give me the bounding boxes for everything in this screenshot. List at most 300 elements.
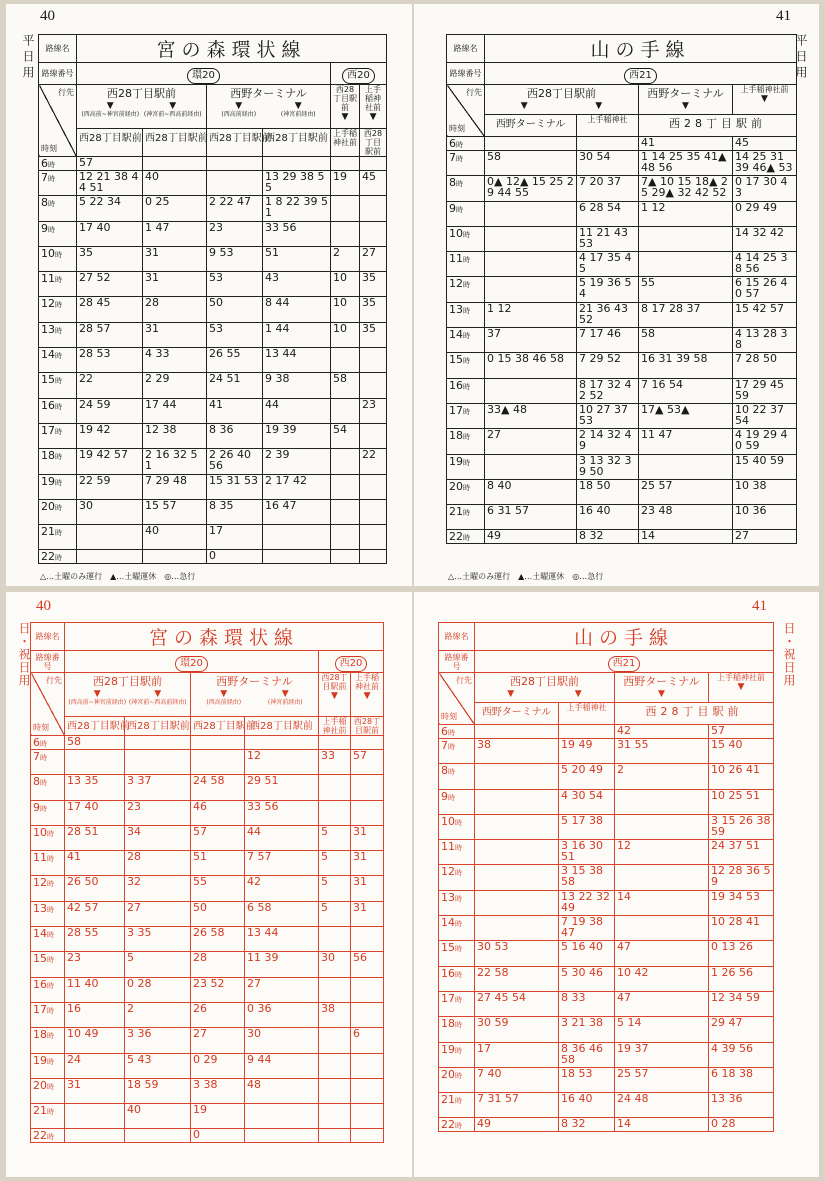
departure-minutes: 31 — [143, 322, 207, 347]
sub-destination: 西28丁目駅前 — [615, 703, 774, 725]
hour-suffix: 時 — [40, 804, 47, 813]
down-arrow-icon: ▼ — [169, 101, 177, 111]
departure-minutes: 17 — [475, 1042, 559, 1067]
departure-minutes — [331, 499, 360, 524]
departure-minutes — [615, 865, 709, 890]
departure-minutes: 45 — [360, 171, 387, 196]
departure-minutes: 1 44 — [263, 322, 331, 347]
hour-cell — [39, 272, 77, 297]
departure-minutes — [485, 137, 577, 151]
hour-cell — [439, 1042, 475, 1067]
departure-minutes: 3 35 — [125, 927, 191, 952]
hour-suffix: 時 — [455, 1021, 462, 1030]
departure-minutes: 24 — [65, 1053, 125, 1078]
route-name-label: 路線名 — [39, 35, 77, 63]
hour-number: 11 — [33, 851, 47, 865]
departure-minutes: 1 12 — [485, 302, 577, 327]
departure-minutes: 10 — [331, 297, 360, 322]
hour-number: 7 — [449, 151, 456, 164]
departure-minutes: 30 — [319, 952, 351, 977]
departure-minutes: 49 — [475, 1118, 559, 1132]
hour-number: 13 — [441, 890, 455, 904]
hour-number: 6 — [33, 736, 40, 749]
hour-cell — [447, 137, 485, 151]
hour-cell — [39, 525, 77, 550]
departure-minutes — [485, 252, 577, 277]
departure-minutes — [143, 550, 207, 564]
hour-suffix: 時 — [40, 779, 47, 788]
departure-minutes: 35 — [77, 246, 143, 271]
departure-minutes: 27 45 54 — [475, 991, 559, 1016]
departure-minutes: 9 44 — [245, 1053, 319, 1078]
departure-minutes: 23 48 — [639, 505, 733, 530]
hour-row — [447, 328, 797, 353]
hour-number: 7 — [41, 171, 48, 184]
destination-name: 西28丁目駅前 — [510, 675, 579, 688]
hour-suffix: 時 — [55, 427, 62, 436]
down-arrow-icon: ▼ — [507, 689, 515, 699]
departure-minutes: 40 — [143, 171, 207, 196]
hour-number: 16 — [33, 977, 47, 991]
departure-minutes: 1 26 56 — [709, 966, 774, 991]
hour-suffix: 時 — [463, 433, 470, 442]
departure-minutes: 0 25 — [143, 196, 207, 221]
departure-minutes: 10 49 — [65, 1028, 125, 1053]
hour-number: 6 — [41, 157, 48, 170]
departure-minutes: 30 54 — [577, 151, 639, 176]
departure-minutes — [207, 171, 263, 196]
route-title: 山の手線 — [475, 623, 774, 651]
departure-minutes: 22 — [77, 373, 143, 398]
departure-minutes: 0 — [207, 550, 263, 564]
hour-row — [39, 449, 387, 474]
hour-number: 22 — [33, 1129, 47, 1143]
departure-minutes: 2 — [331, 246, 360, 271]
destination-name: 西28丁目駅前 — [107, 87, 176, 100]
down-arrow-icon: ▼ — [294, 101, 302, 111]
departure-minutes — [351, 927, 384, 952]
destination-name: 西野ターミナル — [216, 675, 293, 688]
via-note: (西高前~神宮前経由) — [68, 699, 127, 706]
departure-minutes: 13 36 — [709, 1093, 774, 1118]
hour-suffix: 時 — [463, 534, 470, 543]
departure-minutes: 19 — [191, 1104, 245, 1129]
hour-row — [31, 901, 384, 926]
hour-row — [39, 348, 387, 373]
departure-minutes: 11 40 — [65, 977, 125, 1002]
departure-minutes — [331, 474, 360, 499]
hour-row — [439, 814, 774, 839]
sub-destination: 西28丁目駅前 — [639, 115, 797, 137]
hour-row — [39, 474, 387, 499]
departure-minutes: 6 28 54 — [577, 201, 639, 226]
departure-minutes: 7 40 — [475, 1067, 559, 1092]
hour-row — [31, 952, 384, 977]
hour-suffix: 時 — [455, 920, 462, 929]
departure-minutes — [143, 157, 207, 171]
departure-minutes: 9 38 — [263, 373, 331, 398]
hour-suffix: 時 — [456, 180, 463, 189]
hour-number: 14 — [441, 916, 455, 930]
page-number: 40 — [36, 598, 51, 614]
hour-row — [31, 825, 384, 850]
hour-suffix: 時 — [47, 1133, 54, 1142]
departure-minutes: 53 — [207, 272, 263, 297]
hour-row — [31, 1053, 384, 1078]
hour-cell — [39, 398, 77, 423]
hour-suffix: 時 — [55, 554, 62, 563]
hour-number: 21 — [33, 1104, 47, 1118]
departure-minutes: 19 42 — [77, 423, 143, 448]
departure-minutes: 28 55 — [65, 927, 125, 952]
hour-row — [447, 403, 797, 428]
departure-minutes — [125, 736, 191, 750]
departure-minutes — [360, 221, 387, 246]
departure-minutes: 7 28 50 — [733, 353, 797, 378]
departure-minutes: 1 12 — [639, 201, 733, 226]
departure-minutes: 0 17 30 43 — [733, 176, 797, 201]
departure-minutes: 37 — [485, 328, 577, 353]
hour-cell — [447, 505, 485, 530]
hour-number: 9 — [449, 201, 456, 215]
departure-minutes: 29 51 — [245, 775, 319, 800]
hour-row — [31, 876, 384, 901]
departure-minutes: 31 — [351, 825, 384, 850]
hour-number: 13 — [41, 322, 55, 336]
hour-number: 11 — [449, 252, 463, 266]
hour-cell — [447, 277, 485, 302]
down-arrow-icon: ▼ — [595, 101, 603, 111]
route-name-label: 路線名 — [447, 35, 485, 63]
hour-cell — [439, 764, 475, 789]
route-number-label: 路線番号 — [439, 651, 475, 673]
route-code-badge: 西20 — [342, 68, 375, 84]
hour-suffix: 時 — [463, 256, 470, 265]
departure-minutes: 23 — [207, 221, 263, 246]
departure-minutes — [559, 725, 615, 739]
departure-minutes — [360, 525, 387, 550]
direction-time-header — [31, 673, 65, 736]
hour-suffix: 時 — [448, 743, 455, 751]
hour-cell — [447, 429, 485, 454]
departure-minutes: 33 56 — [263, 221, 331, 246]
departure-minutes — [485, 277, 577, 302]
hour-suffix: 時 — [455, 1097, 462, 1106]
departure-minutes: 5 17 38 — [559, 814, 615, 839]
hour-cell — [439, 991, 475, 1016]
departure-minutes: 32 — [125, 876, 191, 901]
departure-minutes: 41 — [65, 851, 125, 876]
departure-minutes: 29 47 — [709, 1017, 774, 1042]
hour-suffix: 時 — [55, 301, 62, 310]
hour-row — [39, 171, 387, 196]
hour-cell — [447, 479, 485, 504]
departure-minutes: 14 32 42 — [733, 226, 797, 251]
departure-minutes — [615, 916, 709, 941]
hour-row — [447, 454, 797, 479]
hour-number: 20 — [441, 1067, 455, 1081]
route-number-label: 路線番号 — [31, 651, 65, 673]
down-arrow-icon: ▼ — [363, 691, 371, 701]
departure-minutes: 6 31 57 — [485, 505, 577, 530]
departure-minutes — [65, 1104, 125, 1129]
departure-minutes — [360, 474, 387, 499]
departure-minutes: 6 18 38 — [709, 1067, 774, 1092]
hour-number: 16 — [41, 398, 55, 412]
hour-cell — [439, 1017, 475, 1042]
hour-row — [439, 916, 774, 941]
hour-row — [447, 226, 797, 251]
sub-destination: 西28丁目駅前 — [207, 129, 263, 157]
departure-minutes — [475, 725, 559, 739]
departure-minutes — [331, 449, 360, 474]
hour-row — [439, 890, 774, 915]
departure-minutes — [485, 201, 577, 226]
departure-minutes — [245, 1104, 319, 1129]
hour-suffix: 時 — [47, 905, 54, 914]
departure-minutes — [485, 226, 577, 251]
hour-number: 12 — [33, 876, 47, 890]
hour-suffix: 時 — [455, 945, 462, 954]
departure-minutes: 47 — [615, 991, 709, 1016]
hour-number: 15 — [449, 353, 463, 367]
departure-minutes: 18 53 — [559, 1067, 615, 1092]
departure-minutes: 7▲ 10 15 18▲ 25 29▲ 32 42 52 — [639, 176, 733, 201]
hour-cell — [439, 739, 475, 764]
departure-minutes: 12 — [615, 840, 709, 865]
route-code-badge: 西21 — [624, 68, 657, 84]
hour-cell — [439, 1067, 475, 1092]
hour-suffix: 時 — [455, 844, 462, 853]
departure-minutes: 10 26 41 — [709, 764, 774, 789]
hour-cell — [31, 1078, 65, 1103]
time-label: 時刻 — [449, 124, 465, 133]
departure-minutes — [351, 1129, 384, 1143]
hour-row — [439, 991, 774, 1016]
hour-suffix: 時 — [463, 332, 470, 341]
direction-time-header — [439, 673, 475, 725]
hour-number: 12 — [41, 297, 55, 311]
via-note: (神宮前経由) — [280, 111, 316, 118]
departure-minutes: 3 15 26 38 59 — [709, 814, 774, 839]
hour-suffix: 時 — [55, 529, 62, 538]
departure-minutes: 35 — [360, 272, 387, 297]
departure-minutes — [331, 157, 360, 171]
hour-suffix: 時 — [47, 1032, 54, 1041]
hour-number: 14 — [33, 927, 47, 941]
sub-destination: 上手稲神社 — [559, 703, 615, 725]
day-type-label: 平日用 — [21, 34, 35, 82]
hour-cell — [447, 353, 485, 378]
departure-minutes — [125, 1129, 191, 1143]
departure-minutes: 8 36 — [207, 423, 263, 448]
departure-minutes: 48 — [245, 1078, 319, 1103]
departure-minutes: 7 19 38 47 — [559, 916, 615, 941]
hour-row — [31, 927, 384, 952]
departure-minutes: 4 13 28 38 — [733, 328, 797, 353]
hour-row — [39, 246, 387, 271]
departure-minutes: 56 — [351, 952, 384, 977]
destination-label: 行先 — [46, 676, 62, 685]
hour-row — [447, 176, 797, 201]
hour-number: 16 — [449, 378, 463, 392]
departure-minutes: 23 — [125, 800, 191, 825]
hour-number: 17 — [449, 403, 463, 417]
departure-minutes — [615, 789, 709, 814]
departure-minutes: 8 36 46 58 — [559, 1042, 615, 1067]
departure-minutes — [351, 1104, 384, 1129]
hour-row — [39, 398, 387, 423]
departure-minutes: 41 — [207, 398, 263, 423]
departure-minutes — [351, 1002, 384, 1027]
down-arrow-icon: ▼ — [331, 691, 338, 701]
departure-minutes: 10 25 51 — [709, 789, 774, 814]
timetable — [438, 622, 774, 1132]
departure-minutes: 3 36 — [125, 1028, 191, 1053]
hour-suffix: 時 — [455, 995, 462, 1004]
timetable — [30, 622, 384, 1143]
sub-destination: 上手稲神社前 — [319, 717, 351, 736]
departure-minutes: 10 42 — [615, 966, 709, 991]
departure-minutes: 4 19 29 40 59 — [733, 429, 797, 454]
departure-minutes: 9 53 — [207, 246, 263, 271]
weekday-left-page — [6, 4, 412, 586]
hour-suffix: 時 — [55, 453, 62, 462]
down-arrow-icon: ▼ — [281, 689, 289, 699]
hour-row — [31, 1104, 384, 1129]
departure-minutes — [360, 157, 387, 171]
down-arrow-icon: ▼ — [520, 101, 528, 111]
hour-row — [39, 297, 387, 322]
time-label: 時刻 — [41, 144, 57, 153]
hour-cell — [39, 373, 77, 398]
departure-minutes — [191, 750, 245, 775]
via-note: (西高前経由) — [221, 111, 257, 118]
timetable — [38, 34, 387, 564]
via-note: (神宮前~西高前経由) — [128, 699, 187, 706]
departure-minutes: 27 — [125, 901, 191, 926]
sub-destination: 西28丁目駅前 — [360, 129, 387, 157]
departure-minutes — [360, 196, 387, 221]
departure-minutes: 55 — [639, 277, 733, 302]
departure-minutes: 24 48 — [615, 1093, 709, 1118]
departure-minutes: 13 22 32 49 — [559, 890, 615, 915]
hour-row — [39, 423, 387, 448]
hour-row — [439, 840, 774, 865]
destination-name: 上手稲神社前 — [740, 85, 789, 94]
departure-minutes: 18 59 — [125, 1078, 191, 1103]
hour-suffix: 時 — [463, 407, 470, 416]
hour-suffix: 時 — [463, 281, 470, 290]
hour-row — [439, 1042, 774, 1067]
hour-row — [31, 1028, 384, 1053]
hour-number: 16 — [441, 966, 455, 980]
hour-number: 7 — [33, 750, 40, 763]
departure-minutes: 0 15 38 46 58 — [485, 353, 577, 378]
departure-minutes: 45 — [733, 137, 797, 151]
sub-destination: 西28丁目駅前 — [77, 129, 143, 157]
destination-label: 行先 — [466, 88, 482, 97]
departure-minutes: 2 29 — [143, 373, 207, 398]
departure-minutes: 21 36 43 52 — [577, 302, 639, 327]
departure-minutes: 24 37 51 — [709, 840, 774, 865]
route-code-badge: 環20 — [187, 68, 220, 84]
hour-number: 21 — [41, 525, 55, 539]
departure-minutes: 0 29 49 — [733, 201, 797, 226]
departure-minutes — [331, 550, 360, 564]
departure-minutes: 26 — [191, 1002, 245, 1027]
via-note: (神宮前経由) — [267, 699, 303, 706]
timetable — [446, 34, 797, 544]
destination-name: 西28丁目駅前 — [93, 675, 162, 688]
hour-suffix: 時 — [47, 829, 54, 838]
departure-minutes: 0▲ 12▲ 15 25 29 44 55 — [485, 176, 577, 201]
departure-minutes — [351, 1053, 384, 1078]
direction-header — [77, 85, 207, 129]
direction-header — [639, 85, 733, 115]
hour-suffix: 時 — [48, 200, 55, 209]
departure-minutes: 13 44 — [245, 927, 319, 952]
departure-minutes — [65, 750, 125, 775]
departure-minutes — [360, 373, 387, 398]
departure-minutes: 28 51 — [65, 825, 125, 850]
departure-minutes: 47 — [615, 941, 709, 966]
hour-cell — [447, 252, 485, 277]
departure-minutes: 1 8 22 39 51 — [263, 196, 331, 221]
departure-minutes: 18 50 — [577, 479, 639, 504]
departure-minutes: 3 15 38 58 — [559, 865, 615, 890]
departure-minutes: 13 29 38 55 — [263, 171, 331, 196]
hour-number: 17 — [41, 423, 55, 437]
hour-suffix: 時 — [55, 352, 62, 361]
hour-cell — [39, 474, 77, 499]
departure-minutes: 5 — [319, 876, 351, 901]
route-code-badge: 西21 — [608, 656, 641, 672]
departure-minutes: 35 — [360, 322, 387, 347]
departure-minutes: 2 17 42 — [263, 474, 331, 499]
via-note: (西高前経由) — [206, 699, 242, 706]
hour-cell — [439, 1118, 475, 1132]
departure-minutes: 12 28 36 59 — [709, 865, 774, 890]
hour-number: 15 — [441, 941, 455, 955]
departure-minutes: 10 36 — [733, 505, 797, 530]
hour-cell — [447, 302, 485, 327]
hour-row — [31, 750, 384, 775]
hour-suffix: 時 — [463, 483, 470, 492]
hour-suffix: 時 — [40, 754, 47, 762]
down-arrow-icon: ▼ — [93, 689, 101, 699]
hour-cell — [447, 454, 485, 479]
hour-suffix: 時 — [463, 509, 470, 518]
departure-minutes: 31 — [351, 876, 384, 901]
departure-minutes: 3 37 — [125, 775, 191, 800]
departure-minutes: 26 55 — [207, 348, 263, 373]
departure-minutes — [475, 840, 559, 865]
hour-suffix: 時 — [455, 1046, 462, 1055]
hour-row — [447, 429, 797, 454]
departure-minutes — [65, 1129, 125, 1143]
legend: △…土曜のみ運行 ▲…土曜運休 ◎…急行 — [448, 572, 604, 581]
hour-suffix: 時 — [455, 1071, 462, 1080]
departure-minutes: 17▲ 53▲ — [639, 403, 733, 428]
hour-row — [447, 378, 797, 403]
timetable-body — [447, 137, 797, 544]
departure-minutes: 3 16 30 51 — [559, 840, 615, 865]
hour-suffix: 時 — [55, 478, 62, 487]
departure-minutes: 5 20 49 — [559, 764, 615, 789]
hour-row — [439, 966, 774, 991]
hour-number: 12 — [441, 865, 455, 879]
